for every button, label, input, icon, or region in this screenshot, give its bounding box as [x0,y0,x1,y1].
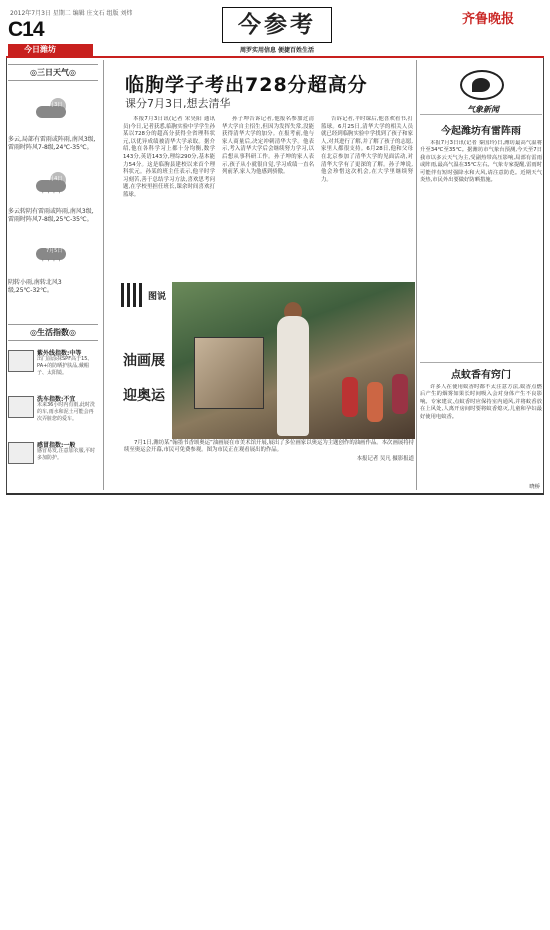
article-column-3: 告诉记者,平时课后,他喜欢看书,打篮球。6月25日,清华大学的相关人员就已经到临朐实验中学找到了孩子和家人,对其进行了解,并了解了孩子的志愿,家里人都很支持。6月28日,他和父母在北京参加了清华大学的见面活动,对清华大学有了更深的了解。孙子坤说,他会珍惜这次机会,在大学里继续努力。 [321,116,413,183]
weather-heading: ◎三日天气◎ [8,64,98,81]
weather-logo-icon [472,78,490,92]
weather-news-column [420,64,542,491]
divider [420,362,542,363]
masthead-title: 今参考 [238,11,316,38]
mosquito-coil-credit: 晓桥 [529,484,540,490]
section-tag: 今日潍坊 [8,44,93,56]
weather-sidebar [8,64,98,491]
article-column-2: 孙子坤告诉记者,他报名参加过清华大学自主招生,但因为发挥失常,没能获得清华大学的加分。在报考前,他与家人商量后,决定冲刺清华大学。他表示,考入清华大学后会继续努力学习,以后想从事科研工作。孙子坤的家人表示,孩子从小就很自觉,学习成绩一直名列前茅,家人为他感到骄傲。 [222,116,314,176]
masthead-tagline: 周罗实用信息 便捷百姓生活 [239,47,315,54]
feature-title-line-2: 迎奥运 [123,388,165,404]
mosquito-coil-body: 许多人在使用蚊香时都不太注意方法,蚊香点燃后产生的烟雾如果长时间吸入会对身体产生不良影响。专家建议,点蚊香时应保持室内通风,并将蚊香放在上风处,人离开房间时要将蚊香熄灭,儿童和孕妇最好使用电蚊香。 [420,384,542,420]
photo-feature-tag: 图说 [148,292,167,302]
mosquito-coil-title: 点蚊香有窍门 [451,370,511,381]
umbrella-icon [8,350,34,372]
feature-title-line-1: 油画展 [123,353,165,369]
newspaper-brand: 齐鲁晚报 [462,12,515,27]
weather-news-logo-text: 气象新闻 [467,105,499,114]
rain-cloud-icon: ' ' ' ' 7月5日 [36,242,70,266]
weather-news-logo [448,70,518,118]
masthead [222,7,332,43]
column-divider [416,60,417,490]
weather-day-2: 多云转阴有雷雨或阵雨,南风3级,雷雨时阵风7-8级,25℃-35℃。 [8,208,94,223]
life-index-title: 紫外线指数:中等 [37,350,82,357]
life-index-carwash [8,394,98,434]
column-divider [103,60,104,490]
article-column-1: 本报7月3日讯(记者 宋昊阳 通讯员)今日,记者获悉,临朐实验中学学生孙某以728分的超高分获得全省理科状元,以优异成绩被清华大学录取。据介绍,他在各科学习上都十分均衡,数学143分,英语143分,理综290分,基本能力54分。这是临朐县建校以来首个理科状元。孙某的班主任表示,他平时学习刻苦,善于总结学习方法,喜欢思考问题,在学校里担任班长,课余时间喜欢打篮球。 [123,116,215,198]
life-index-text: 出门前涂抹SPF高于15、PA+的防晒护肤品,戴帽子、太阳镜。 [37,356,93,376]
life-index-text: 未来36小时内有雨,此时洗的车,雨水和泥土可能会再次弄脏您的爱车。 [37,402,95,422]
weather-date: 7月5日 [46,248,63,254]
rain-cloud-icon: ' ' ' ' 7月4日 [36,170,70,194]
life-index-title: 洗车指数:不宜 [37,396,76,403]
sneeze-icon [8,442,34,464]
weather-news-title: 今起潍坊有雷阵雨 [441,126,521,137]
weather-day-1: 多云,局部有雷雨或阵雨,南风3级,雷雨时阵风7-8级,24℃-35℃。 [8,136,96,151]
photo-caption [124,440,414,463]
life-index-cold [8,440,98,480]
car-icon [8,396,34,418]
weather-date: 7月3日 [46,102,63,108]
life-index-title: 感冒指数:一般 [37,442,76,449]
life-index-heading: ◎生活指数◎ [8,324,98,341]
header-meta: 2012年7月3日 星期二 编辑 庄文石 组版 刘炜 [10,10,133,17]
page-number: C14 [8,18,44,41]
weather-day-3: 阴转小雨,南转北风3级,25℃-32℃。 [8,279,62,294]
weather-date: 7月4日 [46,176,63,182]
divider [420,114,542,115]
caption-text: 7月1日,潍坊某“翰墨书香颂奥运”油画展在市美术馆开展,展出了多位画家以奥运为主题创作的油画作品。本次画展将持续至奥运会开幕,市民可免费参观。图为市民正在观看展出的作品。 [124,440,415,454]
article-subhead: 课分7月3日,想去清华 [125,97,231,110]
film-icon [121,283,143,307]
photo-credit: 本报记者 吴凡 摄影报道 [356,455,414,462]
cloudy-sun-icon [36,96,70,120]
exhibition-photo [172,282,415,439]
bottom-rule [6,493,544,495]
article-headline: 临朐学子考出728分超高分 [125,74,368,96]
life-index-uv [8,348,98,388]
life-index-text: 感冒易发,注意加衣服,平时多加防护。 [37,448,96,461]
photo-feature-label [121,283,169,307]
weather-news-body: 本报7月3日讯(记者 秦国玲)日,潍坊最高气温将升至34℃至35℃。据潍坊市气象台预测,今天至7日我市以多云天气为主,受副热带高压影响,局部有雷雨或阵雨,最高气温在35℃左右。气象专家提醒,雷雨时可能伴有短时强降水和大风,请注意防范。近期天气炎热,市民外出要做好防晒措施。 [420,140,542,184]
